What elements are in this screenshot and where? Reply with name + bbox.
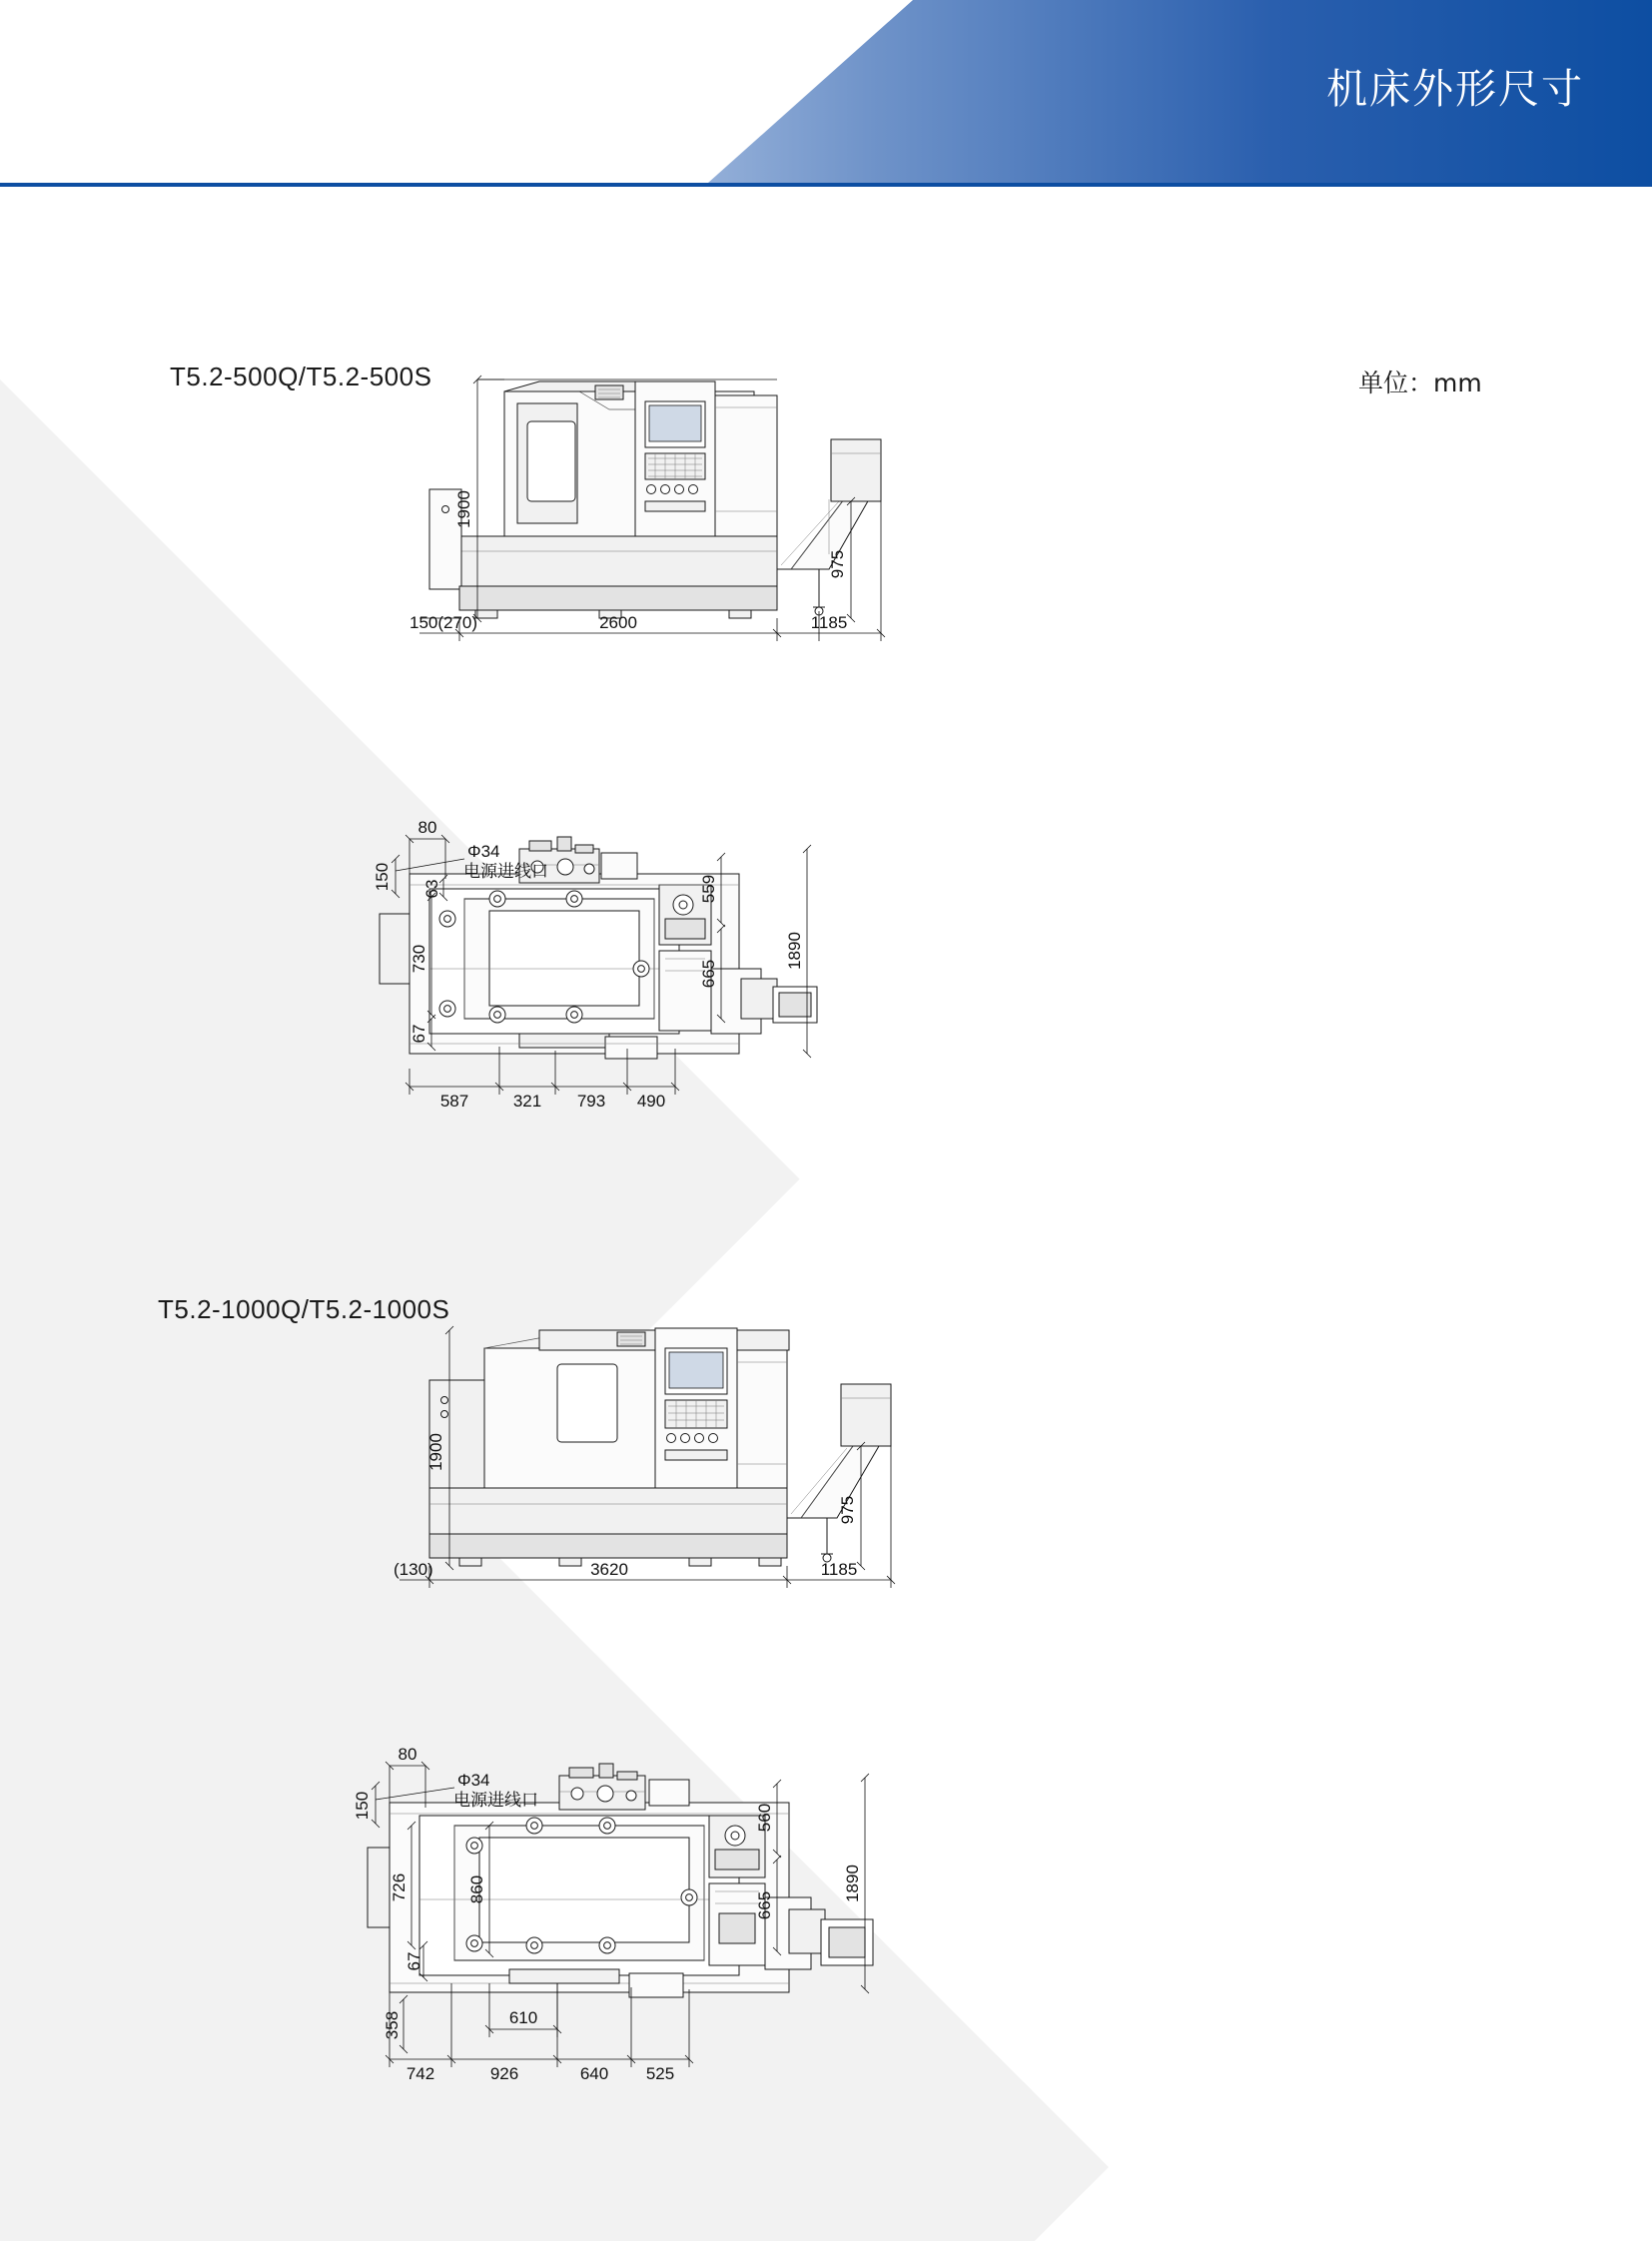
svg-text:490: 490: [636, 1092, 666, 1111]
figure-1000-front-view: [390, 1318, 1069, 1648]
svg-text:358: 358: [383, 2010, 402, 2040]
svg-text:726: 726: [390, 1872, 409, 1902]
svg-text:665: 665: [755, 1890, 774, 1920]
model-label-500: T5.2-500Q/T5.2-500S: [170, 362, 432, 391]
header-divider: [0, 183, 1652, 187]
svg-text:793: 793: [576, 1092, 606, 1111]
svg-text:电源进线口: 电源进线口: [463, 862, 548, 882]
svg-text:67: 67: [410, 1024, 428, 1044]
svg-text:321: 321: [512, 1092, 542, 1111]
svg-text:63: 63: [422, 879, 441, 899]
page-header: [0, 0, 1652, 183]
svg-text:975: 975: [828, 549, 847, 579]
figure-500-front-view: [400, 379, 1039, 709]
svg-text:80: 80: [417, 818, 437, 837]
svg-text:1900: 1900: [426, 1433, 445, 1471]
svg-text:67: 67: [405, 1951, 423, 1971]
svg-text:926: 926: [489, 2064, 519, 2083]
svg-text:975: 975: [838, 1495, 857, 1525]
svg-text:1900: 1900: [454, 490, 473, 528]
svg-text:560: 560: [755, 1803, 774, 1833]
svg-text:1890: 1890: [785, 932, 804, 970]
svg-text:150(270): 150(270): [410, 613, 478, 632]
svg-text:587: 587: [439, 1092, 469, 1111]
svg-text:(130): (130): [394, 1560, 433, 1579]
svg-text:640: 640: [579, 2064, 609, 2083]
page-title: 机床外形尺寸: [1326, 65, 1584, 113]
svg-text:150: 150: [353, 1791, 372, 1821]
svg-text:150: 150: [373, 862, 392, 892]
svg-text:1185: 1185: [820, 1560, 858, 1579]
svg-text:Φ34: Φ34: [457, 1771, 490, 1790]
svg-text:860: 860: [467, 1874, 486, 1904]
svg-text:Φ34: Φ34: [467, 842, 500, 861]
svg-text:1890: 1890: [843, 1865, 862, 1902]
svg-text:742: 742: [406, 2064, 435, 2083]
unit-note: 单位：mm: [1358, 369, 1482, 397]
svg-text:电源进线口: 电源进线口: [453, 1791, 538, 1811]
svg-text:525: 525: [645, 2064, 675, 2083]
svg-text:665: 665: [699, 959, 718, 989]
svg-text:3620: 3620: [590, 1560, 628, 1579]
model-label-1000: T5.2-1000Q/T5.2-1000S: [158, 1294, 450, 1324]
figure-500-top-view: [370, 819, 1069, 1148]
svg-text:2600: 2600: [599, 613, 637, 632]
svg-text:610: 610: [508, 2008, 538, 2027]
svg-text:80: 80: [398, 1745, 417, 1764]
svg-text:1185: 1185: [810, 613, 848, 632]
svg-text:559: 559: [699, 874, 718, 904]
svg-text:730: 730: [410, 944, 428, 974]
figure-1000-top-view: [353, 1738, 1089, 2097]
